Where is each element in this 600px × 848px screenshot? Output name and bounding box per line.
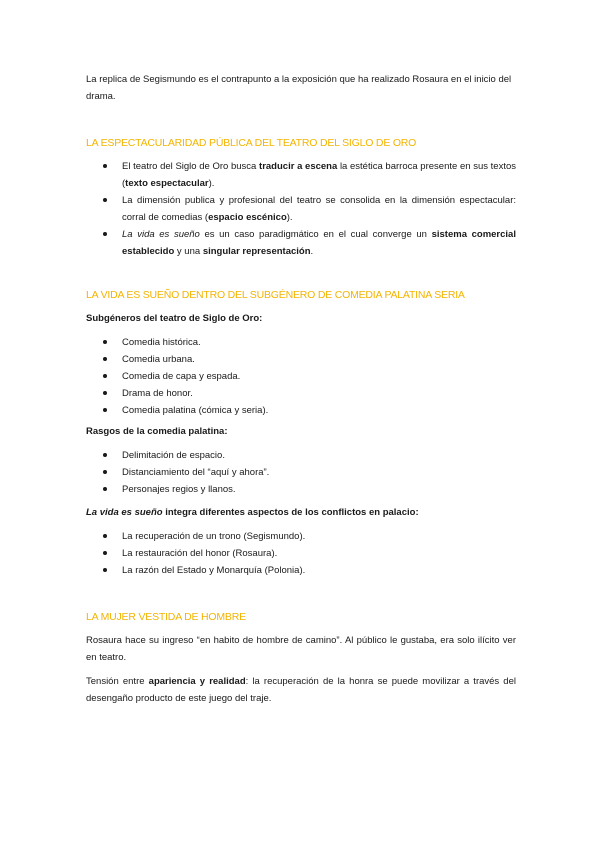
list-item: La recuperación de un trono (Segismundo). [86, 528, 516, 545]
bullet-icon [103, 453, 107, 457]
list-subgeneros [86, 334, 516, 419]
list-item: La vida es sueño es un caso paradigmático en el cual converge un sistema comercial establecido y una singular representación. [86, 226, 516, 260]
bullet-icon [103, 198, 107, 202]
list-conflictos [86, 528, 516, 579]
list-item: Distanciamiento del “aquí y ahora”. [86, 464, 516, 481]
bullet-icon [103, 340, 107, 344]
list-item: Drama de honor. [86, 385, 516, 402]
list-item: Comedia histórica. [86, 334, 516, 351]
list-item: Delimitación de espacio. [86, 447, 516, 464]
list-item: Comedia palatina (cómica y seria). [86, 402, 516, 419]
list-item: Comedia urbana. [86, 351, 516, 368]
intro-paragraph: La replica de Segismundo es el contrapunto a la exposición que ha realizado Rosaura en el inicio del drama. [86, 74, 512, 102]
heading-comedia-palatina: LA VIDA ES SUEÑO DENTRO DEL SUBGÉNERO DE COMEDIA PALATINA SERIA [86, 289, 465, 301]
list-item: Comedia de capa y espada. [86, 368, 516, 385]
list-item: Personajes regios y llanos. [86, 481, 516, 498]
list-rasgos [86, 447, 516, 498]
rosaura-paragraph: Rosaura hace su ingreso “en habito de hombre de camino”. Al público le gustaba, era solo ilícito ver en teatro. [86, 635, 516, 663]
list-item: El teatro del Siglo de Oro busca traducir a escena la estética barroca presente en sus textos (texto espectacular). [86, 158, 516, 192]
rasgos-label: Rasgos de la comedia palatina: [86, 426, 228, 437]
bullet-icon [103, 487, 107, 491]
list-item: La razón del Estado y Monarquía (Polonia). [86, 562, 516, 579]
list-espectacularidad [86, 158, 516, 260]
list-item: La dimensión publica y profesional del teatro se consolida en la dimensión espectacular: corral de comedias (espacio escénico). [86, 192, 516, 226]
list-item: La restauración del honor (Rosaura). [86, 545, 516, 562]
bullet-icon [103, 391, 107, 395]
bullet-icon [103, 470, 107, 474]
bullet-icon [103, 374, 107, 378]
heading-mujer-vestida: LA MUJER VESTIDA DE HOMBRE [86, 611, 246, 623]
bullet-icon [103, 534, 107, 538]
bullet-icon [103, 408, 107, 412]
bullet-icon [103, 568, 107, 572]
bullet-icon [103, 551, 107, 555]
integra-label: La vida es sueño integra diferentes aspectos de los conflictos en palacio: [86, 507, 419, 518]
tension-paragraph: Tensión entre apariencia y realidad: la recuperación de la honra se puede movilizar a través del desengaño producto de este juego del traje. [86, 676, 516, 704]
heading-espectacularidad: LA ESPECTACULARIDAD PÚBLICA DEL TEATRO DEL SIGLO DE ORO [86, 137, 417, 149]
bullet-icon [103, 164, 107, 168]
bullet-icon [103, 232, 107, 236]
subgeneros-label: Subgéneros del teatro de Siglo de Oro: [86, 313, 263, 324]
bullet-icon [103, 357, 107, 361]
